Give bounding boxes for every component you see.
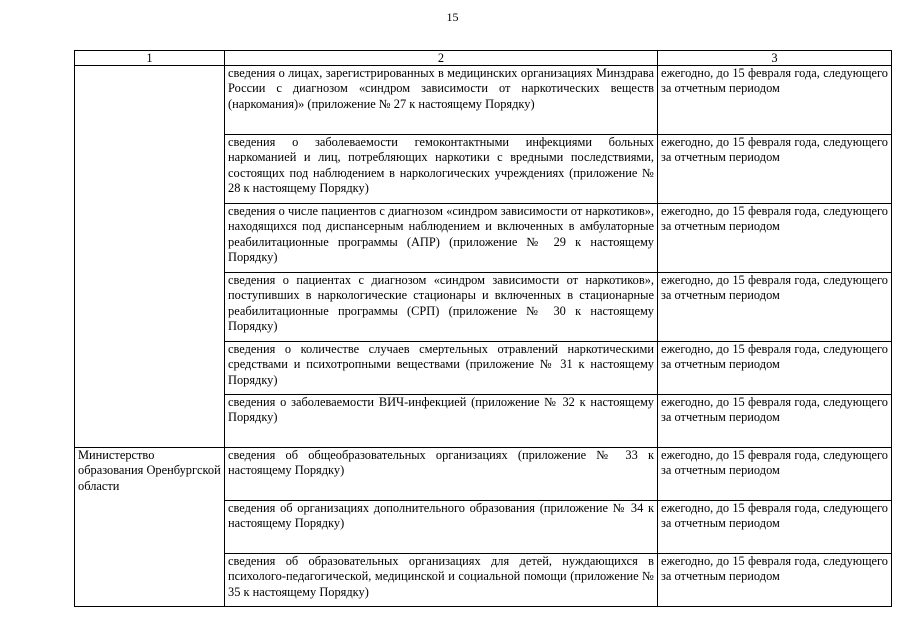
description-cell: сведения о заболеваемости гемоконтактными инфекциями больных наркоманией и лиц, потребляющих наркотики с вредными последствиями, состоящих под наблюдением в наркологических учреждениях (приложение № 28 к настоящему Порядку): [225, 135, 658, 204]
table-header-row: [75, 51, 892, 66]
table-row: [75, 66, 892, 135]
term-cell: ежегодно, до 15 февраля года, следующего за отчетным периодом: [658, 135, 892, 204]
term-cell: ежегодно, до 15 февраля года, следующего за отчетным периодом: [658, 342, 892, 395]
org-cell: [75, 66, 225, 448]
table-row: [75, 448, 892, 501]
description-cell: сведения о количестве случаев смертельных отравлений наркотическими средствами и психотропными веществами (приложение № 31 к настоящему Порядку): [225, 342, 658, 395]
column-3-header: 3: [658, 51, 892, 66]
description-cell: сведения об образовательных организациях для детей, нуждающихся в психолого-педагогической, медицинской и социальной помощи (приложение № 35 к настоящему Порядку): [225, 554, 658, 607]
term-cell: ежегодно, до 15 февраля года, следующего за отчетным периодом: [658, 273, 892, 342]
term-cell: ежегодно, до 15 февраля года, следующего за отчетным периодом: [658, 204, 892, 273]
description-cell: сведения о числе пациентов с диагнозом «синдром зависимости от наркотиков», находящихся под диспансерным наблюдением и включенных в амбулаторные реабилитационные программы (АПР) (приложение № 29 к настоящему Порядку): [225, 204, 658, 273]
document-table: [74, 50, 892, 607]
term-cell: ежегодно, до 15 февраля года, следующего за отчетным периодом: [658, 66, 892, 135]
column-2-header: 2: [225, 51, 658, 66]
description-cell: сведения об общеобразовательных организациях (приложение № 33 к настоящему Порядку): [225, 448, 658, 501]
column-1-header: 1: [75, 51, 225, 66]
term-cell: ежегодно, до 15 февраля года, следующего за отчетным периодом: [658, 395, 892, 448]
page-number: 15: [446, 10, 459, 24]
term-cell: ежегодно, до 15 февраля года, следующего за отчетным периодом: [658, 501, 892, 554]
description-cell: сведения о лицах, зарегистрированных в медицинских организациях Минздрава России с диагнозом «синдром зависимости от наркотических веществ (наркомания)» (приложение № 27 к настоящему Порядку): [225, 66, 658, 135]
term-cell: ежегодно, до 15 февраля года, следующего за отчетным периодом: [658, 448, 892, 501]
term-cell: ежегодно, до 15 февраля года, следующего за отчетным периодом: [658, 554, 892, 607]
description-cell: сведения об организациях дополнительного образования (приложение № 34 к настоящему Порядку): [225, 501, 658, 554]
description-cell: сведения о заболеваемости ВИЧ-инфекцией (приложение № 32 к настоящему Порядку): [225, 395, 658, 448]
description-cell: сведения о пациентах с диагнозом «синдром зависимости от наркотиков», поступивших в наркологические стационары и включенных в стационарные реабилитационные программы (СРП) (приложение № 30 к настоящему Порядку): [225, 273, 658, 342]
org-cell: Министерство образования Оренбургской области: [75, 448, 225, 607]
